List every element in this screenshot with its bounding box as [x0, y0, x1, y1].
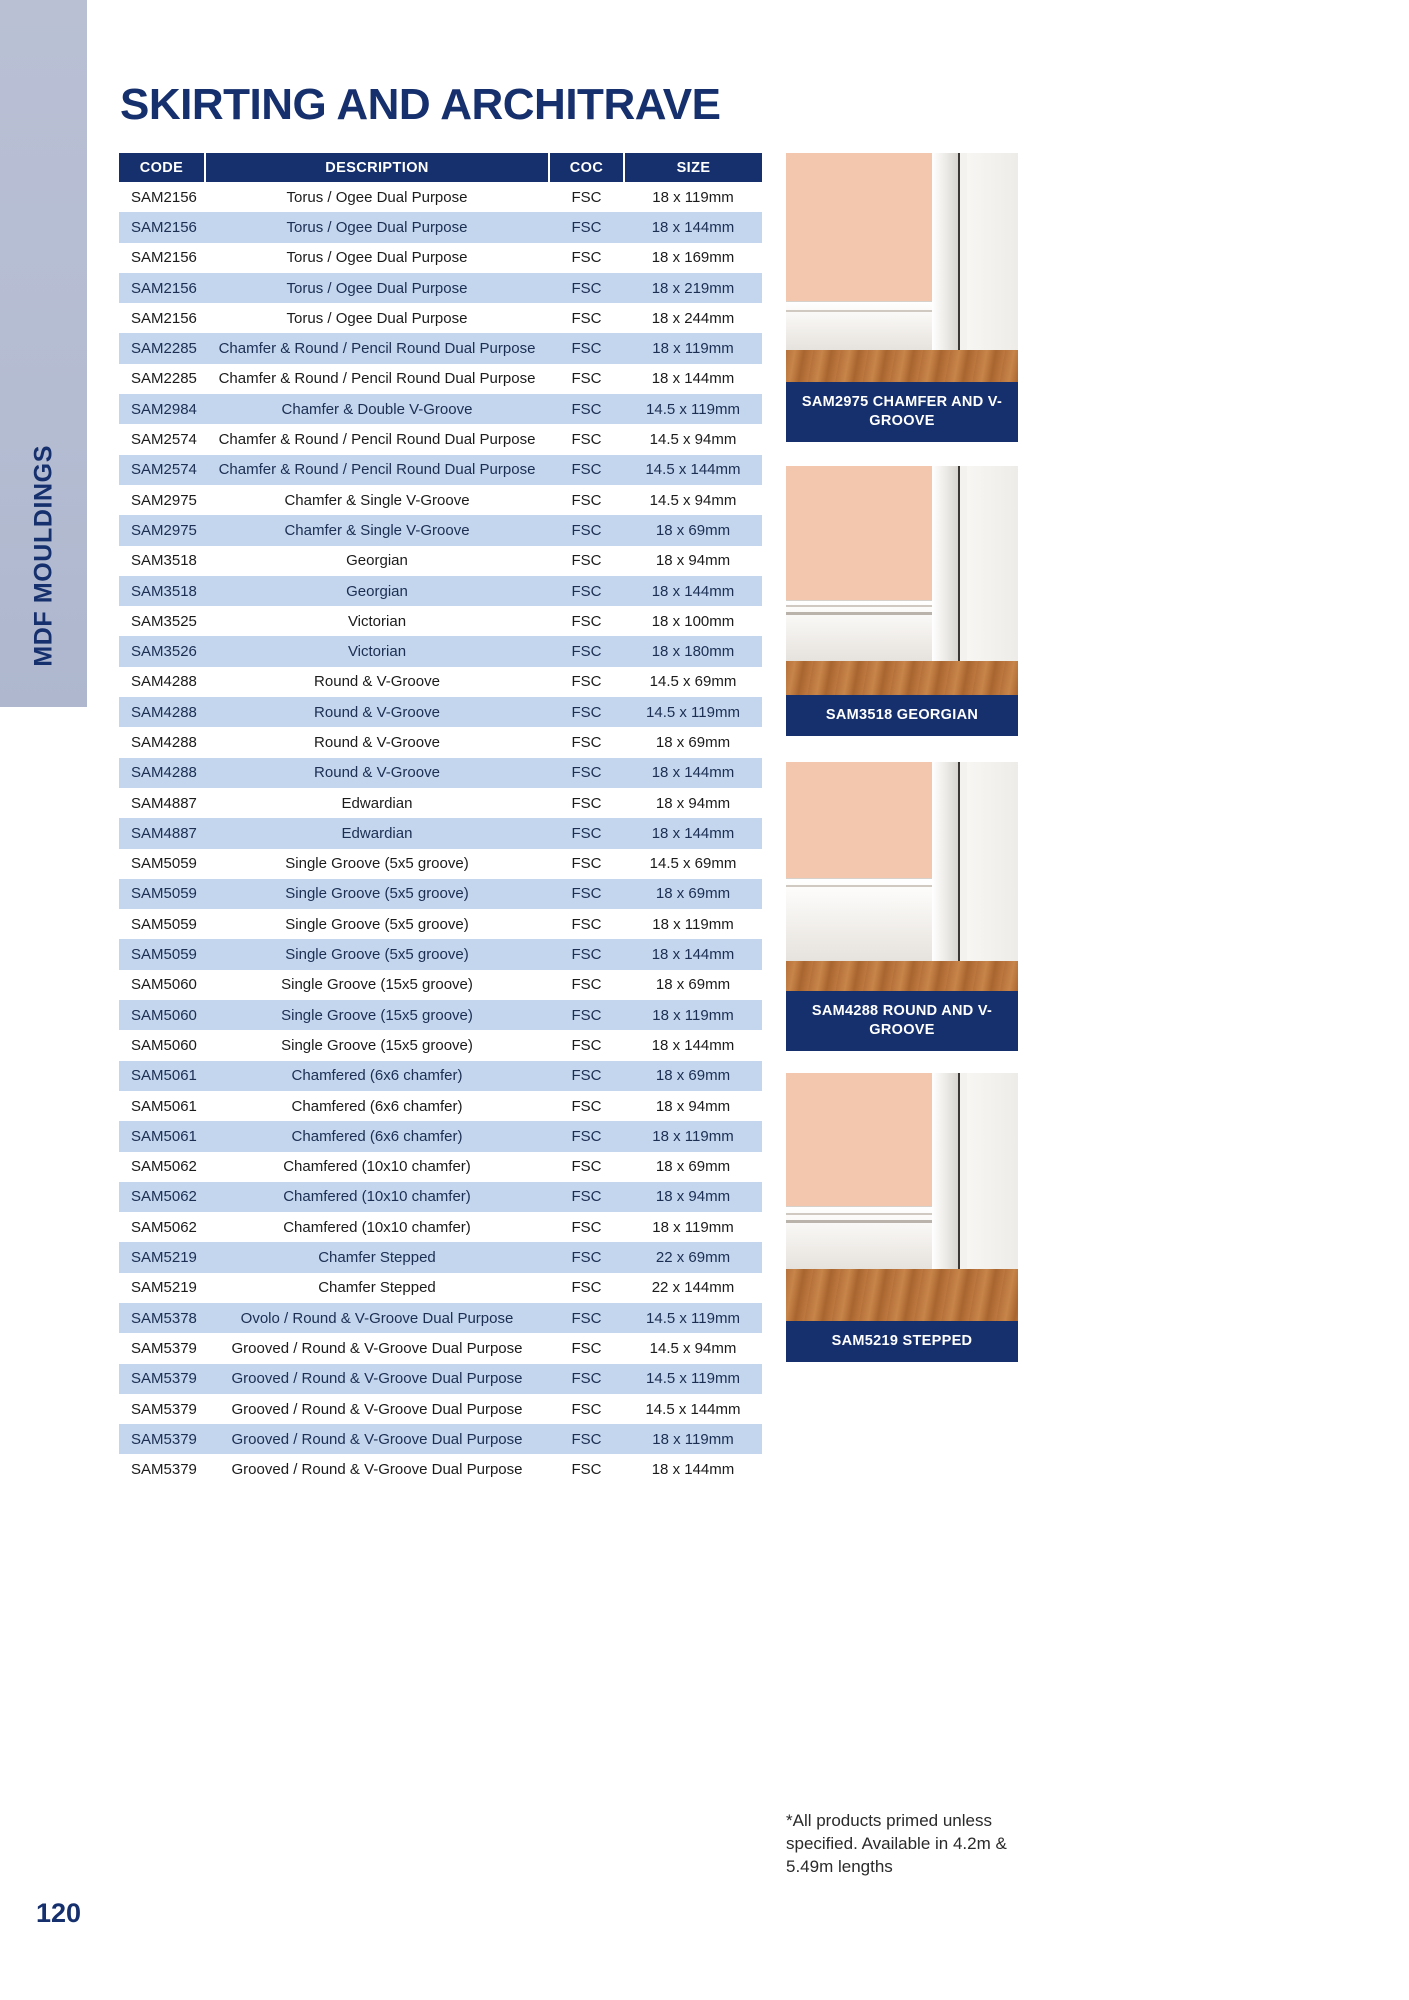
cell-coc: FSC	[549, 1364, 624, 1394]
table-row	[119, 576, 762, 606]
cell-code: SAM2574	[119, 455, 205, 485]
product-photo-caption: SAM5219 STEPPED	[786, 1321, 1018, 1362]
cell-coc: FSC	[549, 697, 624, 727]
cell-description: Torus / Ogee Dual Purpose	[286, 309, 468, 327]
cell-coc: FSC	[549, 576, 624, 606]
table-row	[119, 1303, 762, 1333]
table-row	[119, 1061, 762, 1091]
cell-code: SAM2156	[131, 309, 197, 327]
table-row	[119, 970, 762, 1000]
cell-description: Grooved / Round & V-Groove Dual Purpose	[205, 1364, 549, 1394]
photo-skirting-board	[786, 1206, 932, 1269]
table-row	[119, 243, 762, 273]
cell-size: 18 x 119mm	[652, 188, 734, 206]
cell-size: 14.5 x 94mm	[649, 491, 737, 509]
cell-code: SAM2156	[119, 273, 205, 303]
column-header-description: DESCRIPTION	[205, 153, 549, 182]
table-row	[119, 455, 762, 485]
cell-description: Chamfer & Single V-Groove	[284, 491, 470, 509]
cell-description: Georgian	[346, 552, 408, 570]
cell-description: Chamfered (10x10 chamfer)	[283, 1218, 471, 1236]
table-row	[119, 546, 762, 576]
cell-description: Ovolo / Round & V-Groove Dual Purpose	[205, 1303, 549, 1333]
photo-skirting-board	[786, 301, 932, 350]
cell-description: Chamfered (10x10 chamfer)	[205, 1182, 549, 1212]
table-row	[119, 333, 762, 363]
cell-code: SAM4887	[131, 794, 197, 812]
photo-door-panel	[967, 762, 1018, 991]
cell-coc: FSC	[571, 673, 602, 691]
cell-code: SAM3518	[131, 552, 197, 570]
photo-skirting-board	[786, 878, 932, 961]
cell-coc: FSC	[571, 309, 602, 327]
cell-size: 18 x 144mm	[624, 212, 762, 242]
cell-coc: FSC	[549, 455, 624, 485]
table-row	[119, 667, 762, 697]
photo-skirting-groove	[786, 1213, 932, 1215]
cell-size: 18 x 69mm	[624, 879, 762, 909]
cell-code: SAM4288	[119, 758, 205, 788]
cell-coc: FSC	[571, 1339, 602, 1357]
table-row	[119, 909, 762, 939]
photo-door-panel	[967, 153, 1018, 382]
cell-size: 18 x 144mm	[651, 1461, 735, 1479]
cell-size: 14.5 x 94mm	[649, 1339, 737, 1357]
table-row	[119, 1152, 762, 1182]
cell-code: SAM3526	[119, 636, 205, 666]
table-row	[119, 1454, 762, 1484]
cell-coc: FSC	[549, 1182, 624, 1212]
cell-code: SAM2156	[131, 249, 197, 267]
cell-description: Torus / Ogee Dual Purpose	[205, 212, 549, 242]
table-row	[119, 697, 762, 727]
photo-skirting-groove	[786, 310, 932, 312]
table-row	[119, 1030, 762, 1060]
cell-description: Chamfered (6x6 chamfer)	[291, 1097, 463, 1115]
cell-size: 18 x 119mm	[624, 1000, 762, 1030]
table-row	[119, 212, 762, 242]
cell-size: 14.5 x 119mm	[624, 697, 762, 727]
table-row	[119, 636, 762, 666]
cell-code: SAM5059	[119, 939, 205, 969]
cell-description: Torus / Ogee Dual Purpose	[286, 249, 468, 267]
photo-skirting-groove	[786, 605, 932, 607]
cell-code: SAM2975	[131, 491, 197, 509]
cell-code: SAM5061	[131, 1097, 197, 1115]
cell-code: SAM5379	[131, 1339, 197, 1357]
product-photo-card	[786, 153, 1018, 442]
cell-coc: FSC	[571, 1036, 602, 1054]
cell-description: Chamfer Stepped	[205, 1242, 549, 1272]
table-row	[119, 303, 762, 333]
product-photo-image	[786, 466, 1018, 695]
cell-code: SAM5061	[119, 1061, 205, 1091]
table-row	[119, 1333, 762, 1363]
table-row	[119, 1121, 762, 1151]
cell-description: Single Groove (5x5 groove)	[285, 915, 469, 933]
cell-size: 18 x 119mm	[624, 1424, 762, 1454]
cell-coc: FSC	[571, 915, 602, 933]
cell-size: 14.5 x 119mm	[624, 1364, 762, 1394]
cell-description: Single Groove (15x5 groove)	[281, 976, 473, 994]
cell-description: Single Groove (15x5 groove)	[281, 1036, 473, 1054]
cell-coc: FSC	[549, 1121, 624, 1151]
cell-description: Chamfered (10x10 chamfer)	[283, 1158, 471, 1176]
cell-size: 14.5 x 144mm	[645, 1400, 741, 1418]
cell-code: SAM5060	[119, 1000, 205, 1030]
cell-description: Round & V-Groove	[205, 758, 549, 788]
cell-coc: FSC	[571, 733, 602, 751]
cell-size: 18 x 144mm	[624, 818, 762, 848]
page-title: SKIRTING AND ARCHITRAVE	[120, 80, 721, 129]
cell-code: SAM5062	[119, 1182, 205, 1212]
cell-size: 14.5 x 94mm	[649, 431, 737, 449]
cell-size: 18 x 244mm	[651, 309, 735, 327]
cell-size: 18 x 94mm	[655, 1097, 731, 1115]
photo-door-frame	[932, 762, 960, 991]
photo-skirting-board	[786, 600, 932, 661]
cell-coc: FSC	[549, 1303, 624, 1333]
photo-skirting-profile	[786, 612, 932, 615]
table-row	[119, 939, 762, 969]
cell-size: 14.5 x 144mm	[624, 455, 762, 485]
table-row	[119, 727, 762, 757]
cell-code: SAM4288	[131, 673, 197, 691]
cell-coc: FSC	[571, 249, 602, 267]
cell-size: 18 x 69mm	[655, 1158, 731, 1176]
cell-size: 18 x 119mm	[652, 1218, 734, 1236]
cell-coc: FSC	[549, 515, 624, 545]
cell-size: 14.5 x 119mm	[624, 394, 762, 424]
cell-description: Torus / Ogee Dual Purpose	[286, 188, 468, 206]
table-row	[119, 182, 762, 212]
cell-description: Grooved / Round & V-Groove Dual Purpose	[231, 1339, 523, 1357]
cell-code: SAM2156	[119, 212, 205, 242]
cell-size: 18 x 69mm	[624, 1061, 762, 1091]
product-photo-image	[786, 762, 1018, 991]
cell-description: Single Groove (5x5 groove)	[205, 939, 549, 969]
cell-description: Round & V-Groove	[314, 673, 440, 691]
cell-description: Chamfered (6x6 chamfer)	[205, 1121, 549, 1151]
cell-coc: FSC	[549, 636, 624, 666]
cell-coc: FSC	[571, 1218, 602, 1236]
cell-coc: FSC	[549, 939, 624, 969]
table-row	[119, 1091, 762, 1121]
cell-code: SAM4288	[119, 697, 205, 727]
table-header-row	[119, 153, 762, 182]
table-row	[119, 485, 762, 515]
cell-code: SAM5379	[131, 1461, 197, 1479]
cell-coc: FSC	[549, 1424, 624, 1454]
cell-description: Chamfer & Round / Pencil Round Dual Purpose	[218, 370, 536, 388]
cell-coc: FSC	[549, 212, 624, 242]
product-photo-card	[786, 762, 1018, 1051]
cell-description: Single Groove (15x5 groove)	[205, 1000, 549, 1030]
cell-coc: FSC	[549, 394, 624, 424]
photo-skirting-groove	[786, 885, 932, 887]
product-photo-image	[786, 1073, 1018, 1321]
cell-coc: FSC	[571, 612, 602, 630]
cell-size: 18 x 94mm	[655, 552, 731, 570]
cell-code: SAM5059	[119, 879, 205, 909]
cell-code: SAM5060	[131, 976, 197, 994]
cell-description: Georgian	[205, 576, 549, 606]
cell-description: Round & V-Groove	[205, 697, 549, 727]
cell-size: 18 x 144mm	[624, 939, 762, 969]
table-row	[119, 1182, 762, 1212]
cell-coc: FSC	[571, 1097, 602, 1115]
cell-description: Grooved / Round & V-Groove Dual Purpose	[231, 1400, 523, 1418]
cell-size: 18 x 144mm	[651, 370, 735, 388]
cell-description: Torus / Ogee Dual Purpose	[205, 273, 549, 303]
cell-coc: FSC	[571, 1158, 602, 1176]
table-row	[119, 1242, 762, 1272]
cell-code: SAM5378	[119, 1303, 205, 1333]
cell-description: Edwardian	[341, 794, 413, 812]
cell-code: SAM5062	[131, 1218, 197, 1236]
table-row	[119, 364, 762, 394]
cell-coc: FSC	[571, 552, 602, 570]
product-photo-caption: SAM4288 ROUND AND V-GROOVE	[786, 991, 1018, 1051]
section-tab-label: MDF MOULDINGS	[29, 445, 57, 667]
cell-description: Chamfer & Round / Pencil Round Dual Purpose	[205, 455, 549, 485]
cell-description: Chamfer & Double V-Groove	[205, 394, 549, 424]
table-row	[119, 1000, 762, 1030]
cell-size: 14.5 x 69mm	[649, 673, 737, 691]
table-row	[119, 1424, 762, 1454]
cell-size: 18 x 119mm	[624, 1121, 762, 1151]
cell-code: SAM3518	[119, 576, 205, 606]
cell-coc: FSC	[549, 758, 624, 788]
photo-floor	[786, 1269, 1018, 1321]
cell-coc: FSC	[571, 1279, 602, 1297]
cell-coc: FSC	[549, 273, 624, 303]
cell-size: 14.5 x 119mm	[624, 1303, 762, 1333]
cell-coc: FSC	[549, 333, 624, 363]
cell-code: SAM5219	[131, 1279, 197, 1297]
cell-description: Grooved / Round & V-Groove Dual Purpose	[205, 1424, 549, 1454]
product-photo-image	[786, 153, 1018, 382]
cell-code: SAM2574	[131, 431, 197, 449]
cell-size: 18 x 69mm	[624, 515, 762, 545]
table-row	[119, 1273, 762, 1303]
cell-description: Single Groove (5x5 groove)	[285, 855, 469, 873]
cell-coc: FSC	[571, 491, 602, 509]
cell-description: Chamfer & Round / Pencil Round Dual Purpose	[218, 431, 536, 449]
footnote: *All products primed unless specified. Available in 4.2m & 5.49m lengths	[786, 1811, 1007, 1876]
cell-code: SAM5061	[119, 1121, 205, 1151]
cell-code: SAM5060	[131, 1036, 197, 1054]
product-photo-caption: SAM3518 GEORGIAN	[786, 695, 1018, 736]
cell-coc: FSC	[571, 794, 602, 812]
cell-size: 18 x 144mm	[624, 576, 762, 606]
cell-coc: FSC	[571, 976, 602, 994]
cell-size: 22 x 69mm	[624, 1242, 762, 1272]
table-row	[119, 1364, 762, 1394]
cell-coc: FSC	[571, 188, 602, 206]
section-tab	[0, 0, 87, 707]
table-row	[119, 424, 762, 454]
column-header-code: CODE	[119, 153, 205, 182]
cell-size: 18 x 94mm	[624, 1182, 762, 1212]
cell-size: 18 x 100mm	[651, 612, 735, 630]
cell-code: SAM5379	[119, 1364, 205, 1394]
table-row	[119, 849, 762, 879]
cell-size: 18 x 119mm	[652, 915, 734, 933]
cell-description: Victorian	[347, 612, 407, 630]
photo-skirting-profile	[786, 1220, 932, 1223]
column-header-size: SIZE	[624, 153, 762, 182]
cell-coc: FSC	[571, 855, 602, 873]
cell-description: Chamfered (6x6 chamfer)	[205, 1061, 549, 1091]
cell-description: Chamfer & Single V-Groove	[205, 515, 549, 545]
cell-code: SAM4288	[131, 733, 197, 751]
page-number: 120	[36, 1898, 82, 1928]
cell-description: Round & V-Groove	[314, 733, 440, 751]
column-header-coc: COC	[549, 153, 624, 182]
cell-coc: FSC	[571, 1461, 602, 1479]
cell-coc: FSC	[571, 431, 602, 449]
cell-coc: FSC	[571, 370, 602, 388]
table-row	[119, 515, 762, 545]
cell-description: Chamfer & Round / Pencil Round Dual Purpose	[205, 333, 549, 363]
cell-size: 18 x 169mm	[651, 249, 735, 267]
table-row	[119, 1394, 762, 1424]
cell-code: SAM5059	[131, 915, 197, 933]
table-row	[119, 879, 762, 909]
table-row	[119, 818, 762, 848]
photo-floor	[786, 961, 1018, 991]
cell-code: SAM2984	[119, 394, 205, 424]
table-row	[119, 758, 762, 788]
cell-coc: FSC	[549, 1061, 624, 1091]
cell-code: SAM5062	[131, 1158, 197, 1176]
cell-description: Chamfer Stepped	[318, 1279, 436, 1297]
cell-description: Single Groove (5x5 groove)	[205, 879, 549, 909]
cell-size: 18 x 119mm	[624, 333, 762, 363]
cell-code: SAM2285	[131, 370, 197, 388]
cell-coc: FSC	[571, 1400, 602, 1418]
cell-code: SAM5379	[131, 1400, 197, 1418]
cell-code: SAM5379	[119, 1424, 205, 1454]
cell-coc: FSC	[549, 1242, 624, 1272]
table-row	[119, 606, 762, 636]
cell-size: 18 x 94mm	[655, 794, 731, 812]
cell-size: 18 x 69mm	[655, 976, 731, 994]
cell-coc: FSC	[549, 1000, 624, 1030]
product-spec-table	[119, 153, 762, 1485]
table-row	[119, 788, 762, 818]
table-row	[119, 273, 762, 303]
product-photo-caption: SAM2975 CHAMFER AND V-GROOVE	[786, 382, 1018, 442]
cell-code: SAM2975	[119, 515, 205, 545]
cell-code: SAM2285	[119, 333, 205, 363]
cell-description: Grooved / Round & V-Groove Dual Purpose	[231, 1461, 523, 1479]
table-row	[119, 394, 762, 424]
photo-floor	[786, 350, 1018, 382]
cell-code: SAM3525	[131, 612, 197, 630]
cell-description: Victorian	[205, 636, 549, 666]
cell-code: SAM5059	[131, 855, 197, 873]
cell-code: SAM2156	[131, 188, 197, 206]
cell-size: 22 x 144mm	[651, 1279, 735, 1297]
cell-size: 18 x 180mm	[624, 636, 762, 666]
cell-description: Edwardian	[205, 818, 549, 848]
cell-coc: FSC	[549, 818, 624, 848]
cell-size: 18 x 69mm	[655, 733, 731, 751]
cell-code: SAM4887	[119, 818, 205, 848]
product-photo-card	[786, 1073, 1018, 1362]
cell-size: 18 x 219mm	[624, 273, 762, 303]
cell-coc: FSC	[549, 879, 624, 909]
cell-code: SAM5219	[119, 1242, 205, 1272]
table-row	[119, 1212, 762, 1242]
photo-floor	[786, 661, 1018, 695]
cell-size: 14.5 x 69mm	[649, 855, 737, 873]
product-photo-card	[786, 466, 1018, 736]
cell-size: 18 x 144mm	[651, 1036, 735, 1054]
photo-door-frame	[932, 153, 960, 382]
cell-size: 18 x 144mm	[624, 758, 762, 788]
